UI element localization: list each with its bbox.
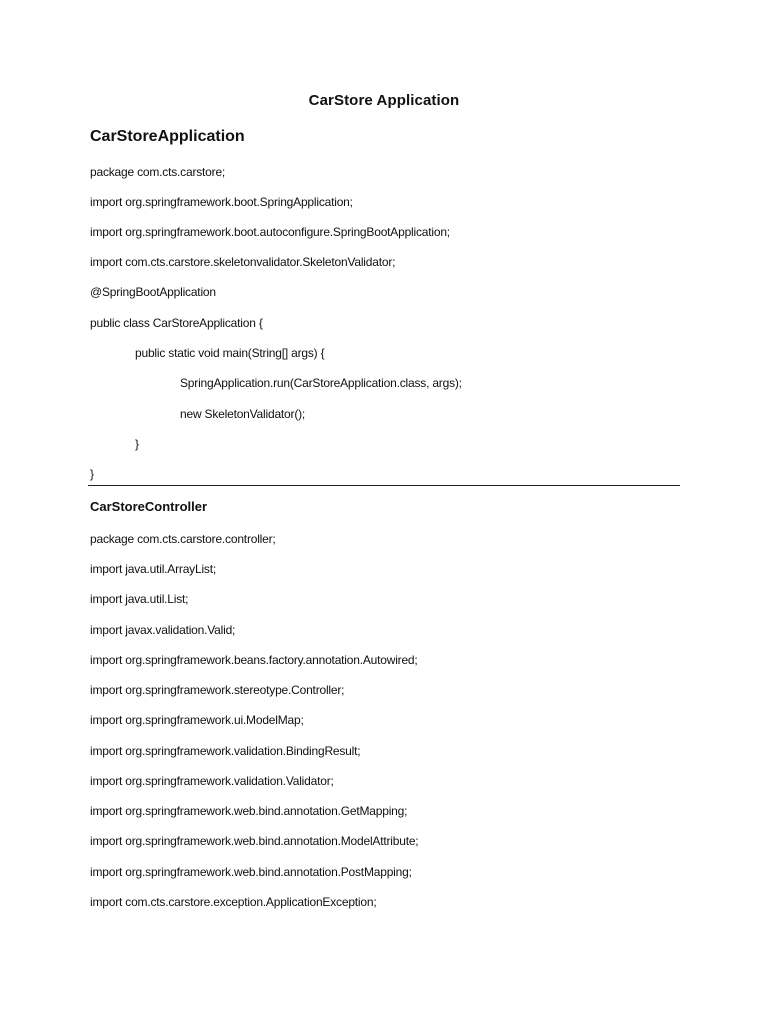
code-line: package com.cts.carstore.controller;: [90, 532, 276, 546]
code-line: import org.springframework.validation.BindingResult;: [90, 744, 361, 758]
code-line: public class CarStoreApplication {: [90, 316, 263, 330]
code-line: import org.springframework.web.bind.annotation.ModelAttribute;: [90, 834, 419, 848]
code-line: }: [90, 467, 94, 481]
code-line: package com.cts.carstore;: [90, 165, 226, 179]
code-line: import com.cts.carstore.skeletonvalidator.SkeletonValidator;: [90, 255, 396, 269]
section-divider: [88, 485, 680, 486]
code-line: import org.springframework.web.bind.annotation.GetMapping;: [90, 804, 408, 818]
code-line: import org.springframework.boot.SpringApplication;: [90, 195, 353, 209]
code-line: import java.util.List;: [90, 592, 189, 606]
code-line: import org.springframework.web.bind.annotation.PostMapping;: [90, 865, 412, 879]
section-heading-carstorecontroller: CarStoreController: [90, 499, 208, 514]
code-line: import org.springframework.ui.ModelMap;: [90, 713, 304, 727]
section-heading-carstoreapplication: CarStoreApplication: [90, 128, 245, 145]
code-line: new SkeletonValidator();: [180, 407, 306, 421]
code-line: import java.util.ArrayList;: [90, 562, 216, 576]
code-line: import com.cts.carstore.exception.ApplicationException;: [90, 895, 377, 909]
code-line: import org.springframework.stereotype.Controller;: [90, 683, 345, 697]
code-line: import org.springframework.validation.Validator;: [90, 774, 334, 788]
code-line: SpringApplication.run(CarStoreApplication.class, args);: [180, 376, 462, 390]
code-line: import org.springframework.beans.factory.annotation.Autowired;: [90, 653, 418, 667]
code-line: import javax.validation.Valid;: [90, 623, 236, 637]
code-line: public static void main(String[] args) {: [135, 346, 325, 360]
code-line: }: [135, 437, 139, 451]
code-line: import org.springframework.boot.autoconfigure.SpringBootApplication;: [90, 225, 450, 239]
document-title: CarStore Application: [308, 92, 460, 109]
code-line: @SpringBootApplication: [90, 285, 216, 299]
